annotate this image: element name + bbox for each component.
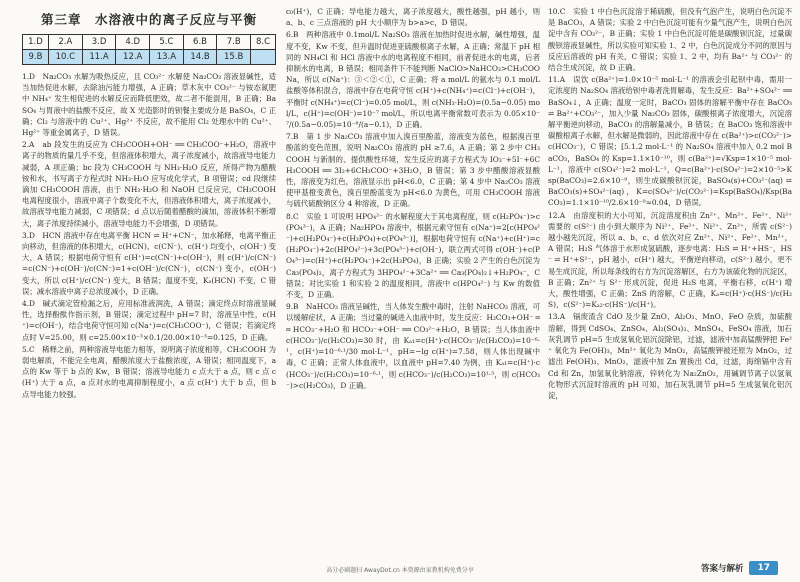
explanation-paragraph: 8.C 实验 1 可说明 HPO₄²⁻ 的水解程度大于其电离程度，则 c(H₂PO₄⁻)>c(PO₄³⁻)，A 正确；Na₂HPO₄ 溶液中，根据元素守恒有 c(Na⁺)=2[c(HPO₄²⁻)+c(H₂PO₄⁻)+c(H₃PO₄)+c(PO₄³⁻)]，根据电荷守恒有 c(Na⁺)+c(H⁺)=c(H₂PO₄⁻)+2c(HPO₄²⁻)+3c(PO₄³⁻)+c(OH⁻)，联立两式可得 c(OH⁻)+c(PO₄³⁻)=c(H⁺)+c(H₂PO₄⁻)+2c(H₃PO₄)，B 正确；实验 2 产生的白色沉淀为 Ca₃(PO₄)₂，离子方程式为 3HPO₄²⁻+3Ca²⁺ ══ Ca₃(PO₄)₂↓+H₂PO₄⁻，C 错误；对比实验 1 和实验 2 的温度相同，溶液中 c(HPO₄²⁻) 与 Kw 的数值不变，D 正确。 — [286, 211, 540, 300]
middle-column — [286, 6, 540, 558]
explanation-paragraph: 12.A 由溶度积的大小可知，沉淀溶度积由 Zn²⁺、Mn²⁺、Fe²⁺、Ni²⁺ 需要的 c(S²⁻) 由小到大顺序为 Ni²⁺、Fe²⁺、Ni²⁺、Zn²⁺，所需 c(S²⁻) 越小越先沉淀，所以 a、b、c、d 依次对应 Zn²⁺、Ni²⁺、Fe²⁺、Mn²⁺，A 错误；H₂S 气体溶于水形成氢硫酸，逐步电离：H₂S ⇌ H⁺+HS⁻，HS⁻ ⇌ H⁺+S²⁻，pH 越小，c(H⁺) 越大，平衡逆向移动，c(S²⁻) 越小，更不易生成沉淀，所以每条线的右方为沉淀溶解区，右方为该硫化物的沉淀区，B 正确；Zn²⁺ 与 S²⁻ 形成沉淀，促进 H₂S 电离，平衡右移，c(H⁺) 增大，酸性增强，C 正确；ZnS 的溶解，C 正确，Kₐ=c(H⁺)·c(HS⁻)/c(H₂S)，c(S²⁻)=Kₐ₂·c(HS⁻)/c(H⁺)。 — [548, 210, 792, 310]
explanation-paragraph: 10.C 实验 1 中白色沉淀溶于稀硫酸，但没有气泡产生，说明白色沉淀不是 BaCO₃，A 错误；实验 2 中白色沉淀可能有少量气泡产生，说明白色沉淀中含有 CO₃²⁻，B 正确；实验 1 中白色沉淀可能是碳酸钡沉淀，过量碳酸钡溶液显碱性，所以实验可知实验 1、2 中，白色沉淀成分不同的原因与反应后溶液的 pH 有关，C 错误；实验 1、2 中，均有 Ba²⁺ 与 CO₃²⁻ 的结合生成沉淀，故 D 正确。 — [548, 7, 792, 73]
answer-cell: 5.C — [150, 35, 184, 50]
explanation-paragraph: 1.D Na₂CO₃ 水解为吸热反应，且 CO₃²⁻ 水解使 Na₂CO₃ 溶液显碱性，适当加热促进水解，去除油污能力增强，A 正确；草木灰中 CO₃²⁻ 与铵态氮肥中 NH₄⁺ 发生相促进的水解反应而降低肥效，故二者不能混用，B 正确；BaSO₄ 与胃液中的盐酸不反应，故 X 光造影时的钡餐主要成分是 BaSO₄，C 正确；Cl₂ 与溶液中的 Cu²⁺、Hg²⁺ 不反应，故不能用 Cl₂ 处理水中的 Cu²⁺、Hg²⁺ 等重金属离子，D 错误。 — [22, 72, 276, 138]
answer-table — [22, 34, 276, 65]
answer-cell: 1.D — [23, 35, 49, 50]
left-column — [22, 6, 276, 558]
answer-row-1 — [23, 35, 276, 50]
answer-row-2 — [23, 50, 276, 65]
explanation-paragraph: 2.A ab 段发生的反应为 CH₃COOH+OH⁻ ══ CH₃COO⁻+H₂O，溶液中离子的物质的量几乎不变，但溶液体积增大，离子浓度减小，故溶液导电能力减弱，A 项正确；bc 段为 CH₃COOH 与 NH₃·H₂O 反应，所得产物为醋酸铵和水，书写离子方程式时 NH₃·H₂O 应写成化学式，B 项错误；cd 段继续滴加 CH₃COOH 溶液，由于 NH₃·H₂O 和 NaOH 已反应完，CH₃COOH 电离程度很小，溶液中离子个数变化不大，但溶液体积增大，离子浓度减小，故溶液导电能力减弱，C 项错误；d 点以后随着醋酸的滴加，溶液体积不断增大，离子浓度持续减小，溶液导电能力不会增强，D 项错误。 — [22, 140, 276, 228]
explanation-paragraph: 3.D HCN 溶液中存在电离平衡 HCN ⇌ H⁺+CN⁻，加水稀释，电离平衡正向移动，但溶液的体积增大，c(HCN)、c(CN⁻)、c(H⁺) 均变小，c(OH⁻) 变大，A 错误；根据电荷守恒有 c(H⁺)=c(CN⁻)+c(OH⁻)，则 c(H⁺)/c(CN⁻)=c(CN⁻)+c(OH⁻)/c(CN⁻)=1+c(OH⁻)/c(CN⁻)，c(CN⁻) 变小，c(OH⁻) 变大，所以 c(H⁺)/c(CN⁻) 变大，B 错误；温度不变，Kₐ(HCN) 不变，C 错误；减水溶液中离子总浓度减小，D 正确。 — [22, 230, 276, 296]
answer-cell: 4.D — [116, 35, 150, 50]
page-number: 17 — [749, 561, 778, 575]
explanation-paragraph: c₀(H⁺)，C 正确；导电能力越大，离子浓度越大，酸性越强，pH 越小，则 a、b、c 三点溶液的 pH 大小顺序为 b>a>c，D 错误。 — [286, 7, 540, 28]
answer-cell: 8.C — [251, 35, 276, 50]
answer-cell: 13.A — [150, 50, 184, 65]
explanation-paragraph: 9.B NaHCO₃ 溶液呈碱性，当人体发生酸中毒时，注射 NaHCO₃ 溶液，可以缓解症状，A 正确；当过量的碱进入血液中时，发生反应：H₂CO₃+OH⁻ ══ HCO₃⁻+H₂O 和 HCO₃⁻+OH⁻ ══ CO₃²⁻+H₂O，B 错误；当人体血液中 c(HCO₃⁻)/c(H₂CO₃)=30 时，由 Kₐ₁=c(H⁺)·c(HCO₃⁻)/c(H₂CO₃)=10⁻⁶·¹，c(H⁺)=10⁻⁶·¹/30 mol·L⁻¹，pH=−lg c(H⁺)=7.58，则人体出现碱中毒，C 正确；正常人体血液中，以血液中 pH=7.40 为例，由 Kₐ₁=c(H⁺)·c(HCO₃⁻)/c(H₂CO₃)=10⁻⁶·¹，则 c(HCO₃⁻)/c(H₂CO₃)=10¹·³，则 c(HCO₃⁻)>c(H₂CO₃)，D 正确。 — [286, 302, 540, 390]
answer-cell: 3.D — [82, 35, 116, 50]
answer-cell: 9.B — [23, 50, 49, 65]
explanation-list — [548, 6, 792, 401]
explanation-paragraph: 7.B 第 1 步 Na₂CO₃ 溶液中加入溴百里酚蓝，溶液变为蓝色，根据溴百里酚蓝的变色范围，说明 Na₂CO₃ 溶液的 pH ≥7.6，A 正确；第 2 步中 CH₃COOH 与新制的、提供酸性环境，发生反应的离子方程式为 IO₃⁻+5I⁻+6CH₃COOH ══ 3I₂+6CH₃COO⁻+3H₂O，B 错误；第 3 步中醋酸溶液显酸性，溶液变为红色，溶液显示出 pH<6.0，C 正确；第 4 步中 Na₂CO₃ 溶液使甲基橙变黄色，溴百里酚蓝变为 pH<6.0 为黄色，可用 CH₃COOH 溶液与硫代硫酸钠区分 4 种溶液，D 正确。 — [286, 132, 540, 209]
explanation-paragraph: 13.A 镉废渣含 CdO 及少量 ZnO、Al₂O₃、MnO、FeO 杂质，加硫酸溶解，得到 CdSO₄、ZnSO₄、Al₂(SO₄)₃、MnSO₄、FeSO₄ 溶液，加石灰乳调节 pH=5 生成氢氧化铝沉淀除铝，过滤，滤液中加高锰酸钾把 Fe²⁺ 氧化为 Fe(OH)₃，Mn²⁺ 氧化为 MnO₂，高锰酸钾被还原为 MnO₂，过滤出 Fe(OH)₃、MnO₂，滤液中加 Zn 置换出 Cd，过滤，海绵镉中含有 Cd 和 Zn，加氢氧化钠溶液，锌转化为 Na₂ZnO₂，用碱调节离子以氢氧化物形式沉淀时溶液的 pH 可知，加石灰乳调节 pH=5 生成氢氧化铝沉淀， — [548, 312, 792, 400]
footer-watermark: 高分必刷题扫 AwayDot.cn 本资源由家教机构免费分享 — [326, 567, 474, 574]
answer-cell: 15.B — [217, 50, 251, 65]
chapter-title: 第三章 水溶液中的离子反应与平衡 — [40, 12, 257, 27]
answer-cell: 10.C — [48, 50, 82, 65]
answer-cell: 6.B — [183, 35, 217, 50]
explanation-list — [22, 71, 276, 400]
answer-cell — [251, 50, 276, 65]
explanation-paragraph: 6.B 两种溶液中 0.1mol/L Na₂SO₃ 溶液在加热时促进水解，碱性增强，温度不变，Kw 不变，但升温时促进亚硫酸根离子水解，A 正确；常温下 pH 相同的 NH₄Cl 和 HCl 溶液中水的电离程度不相同，前者促进水的电离，后者抑制水的电离，B 错误；相同条件下不能判断 NaClO>NaHCO₃>CH₃COONa，所以 c(Na⁺)：③＜②＜①，C 正确；将 a mol/L 的氨水与 0.1 mol/L 盐酸等体积混合，溶液中存在电荷守恒 c(H⁺)+c(NH₄⁺)=c(Cl⁻)+c(OH⁻)，平衡时 c(NH₄⁺)=c(Cl⁻)=0.05 mol/L，则 c(NH₃·H₂O)=(0.5a−0.05) mol/L，c(H⁺)=c(OH⁻)=10⁻⁷ mol/L，所以电离平衡常数可表示为 0.05×10⁻⁷/(0.5a−0.05)=10⁻⁸/(a−0.1)，D 正确。 — [286, 30, 540, 130]
answer-cell: 7.B — [217, 35, 251, 50]
explanation-list — [286, 6, 540, 391]
answer-cell: 2.A — [48, 35, 82, 50]
right-column — [548, 6, 792, 558]
answer-cell: 12.A — [116, 50, 150, 65]
explanation-paragraph: 5.C 稀释之前，两种溶液导电能力相等，说明离子浓度相等，CH₃COOH 为弱电解质，不能完全电离，醋酸浓度大于盐酸浓度，A 错误；相同温度下，a 点的 Kw 等于 b 点的 Kw，B 错误；溶液导电能力 c 点大于 a 点，则 c 点 c(H⁺) 大于 a 点，a 点对水的电离抑制程度小，a 点 c(H⁺) 大于 b 点，但 b 点导电能力较强。 — [22, 344, 276, 399]
section-label: 答案与解析 — [700, 564, 744, 574]
page-footer — [701, 558, 778, 578]
answer-cell: 14.B — [183, 50, 217, 65]
answer-cell: 11.A — [82, 50, 116, 65]
explanation-paragraph: 11.A 误饮 c(Ba²⁺)=1.0×10⁻⁵ mol·L⁻¹ 的溶液会引起钡中毒，需用一定浓度的 Na₂SO₄ 溶液给钡中毒者洗胃解毒，发生反应：Ba²⁺+SO₄²⁻ ══ BaSO₄↓，A 正确；温度一定时，BaCO₃ 固体的溶解平衡中存在 BaCO₃ ⇌ Ba²⁺+CO₃²⁻，加入少量 Na₂CO₃ 固体，碳酸根离子浓度增大，沉淀溶解平衡逆向移动，BaCO₃ 的溶解量减小，B 错误；在 BaCO₃ 饱和溶液中碳酸根离子水解，但水解是微弱的，因此溶液中存在 c(Ba²⁺)>c(CO₃²⁻)>c(HCO₃⁻)，C 错误；[5.1.2 mol·L⁻¹ 的 Na₂SO₄ 溶液中加入 0.2 mol BaCO₃，BaSO₄ 的 Ksp=1.1×10⁻¹⁰，则 c(Ba²⁺)=√Ksp=1×10⁻⁵ mol·L⁻¹，溶液中 c(SO₄²⁻)=2 mol·L⁻¹，Q=c(Ba²⁺)·c(SO₄²⁻)=2×10⁻⁵>Ksp(BaCO₃)=2.6×10⁻⁹，则生成碳酸钡沉淀，BaSO₄(s)+CO₃²⁻(aq) ⇌ BaCO₃(s)+SO₄²⁻(aq)，K=c(SO₄²⁻)/c(CO₃²⁻)=Ksp(BaSO₄)/Ksp(BaCO₃)=1.1×10⁻¹⁰/2.6×10⁻⁹≈0.04，D 错误。 — [548, 75, 792, 208]
explanation-paragraph: 4.D 碱式滴定管检漏之后，应用标准液润洗，A 错误；滴定终点时溶液显碱性，选择酚酞作指示剂，B 错误；滴定过程中 pH=7 时，溶液呈中性，c(H⁺)=c(OH⁻)，结合电荷守恒可知 c(Na⁺)=c(CH₃COO⁻)，C 错误；若滴定终点时 V=25.00，则 c=25.00×10⁻³×0.1/20.00×10⁻³=0.125，D 正确。 — [22, 299, 276, 342]
